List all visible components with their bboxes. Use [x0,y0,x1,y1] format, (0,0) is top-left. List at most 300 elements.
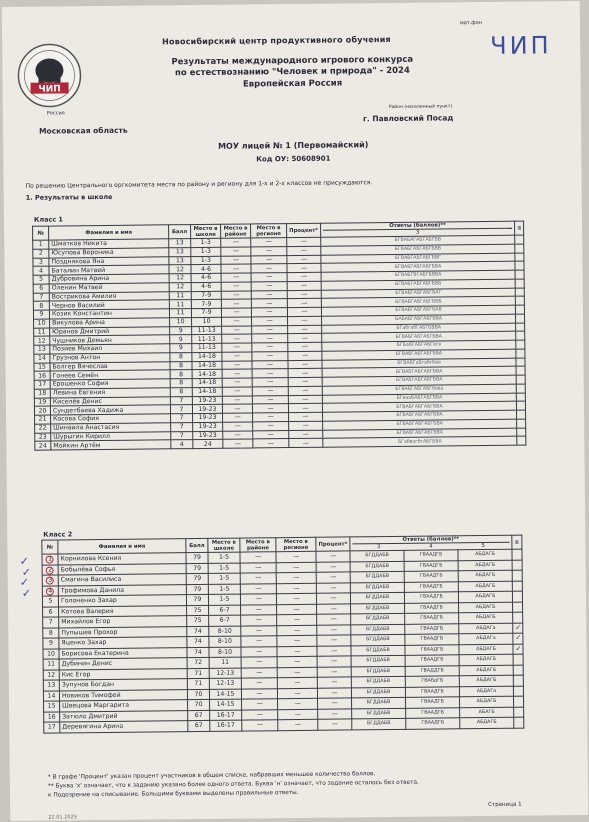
row-num: 21 [35,415,51,424]
place-school: 19-23 [192,405,222,414]
place-district: — [221,247,251,256]
place-district: — [222,404,252,413]
row-num-text: 14 [47,692,56,700]
place-district: — [223,439,253,448]
place-school: 1-5 [208,573,240,584]
percent: — [288,360,322,369]
extra-cell [516,375,525,384]
row-num: 15 [34,363,50,372]
place-district: — [241,667,277,678]
row-num [43,627,59,638]
row-num: 7 [33,293,49,302]
class-2-label: Класс 2 [43,530,73,539]
place-region: — [276,572,316,583]
student-name: Михайлов Егор [59,616,187,628]
row-num [44,711,60,722]
answers-part-4: ГВААДГБ [404,571,458,582]
answers-part-5: АБДАГа [459,686,513,697]
place-region: — [252,386,288,395]
student-name: Мойкин Артём [51,440,171,450]
margin-cell [523,685,551,696]
row-num-text: 12 [47,671,56,679]
answers-part-5: АБДАГБ [460,696,514,707]
row-num [43,690,59,701]
student-name: Юсупова Вероника [49,248,169,258]
row-num: 1 [33,240,49,249]
place-school: 14-18 [192,370,222,379]
col-score: Балл [186,538,208,552]
place-region: — [253,439,289,448]
place-district: — [240,562,276,573]
answers-part-3: БГДДАБВ [351,613,405,624]
percent: — [288,386,322,395]
percent: — [288,351,322,360]
extra-cell [513,623,523,634]
extra-cell [517,410,526,419]
student-name: Юранов Дмитрий [50,326,170,336]
place-region: — [251,238,287,247]
row-num-text: 4 [48,587,53,595]
place-school: 7-9 [191,308,221,317]
check-mark: ✓ [515,633,522,642]
place-region: — [277,604,317,615]
margin-cell [523,633,551,644]
extra-cell [515,288,524,297]
place-region: — [276,551,316,562]
row-num: 24 [35,441,51,450]
extra-cell [515,235,524,244]
percent: — [318,719,352,730]
place-school: 4-6 [191,282,221,291]
margin-cell [523,643,551,654]
row-num-text: 11 [47,660,56,668]
extra-cell [516,401,525,410]
place-region: — [276,562,316,573]
row-num: 6 [33,284,49,293]
place-school: 14-18 [192,352,222,361]
row-num [44,722,60,733]
decision-note: По решению Центрального оргкомитета места по району и региону для 1-х и 2-х классов не присуждаются. [25,179,373,190]
answers-part-5: АБДАГБ [459,675,513,686]
score: 9 [170,335,192,344]
row-num: 4 [33,266,49,275]
score: 7 [171,431,193,440]
student-name: Чернов Василий [49,300,169,310]
place-district: — [241,688,277,699]
place-school: 6-7 [209,615,241,626]
place-school: 19-23 [193,422,223,431]
col-extra: ≡ [512,535,522,549]
percent: — [316,582,350,593]
score: 67 [188,710,210,721]
extra-cell [515,314,524,323]
student-name: Новиков Тимофей [59,689,187,701]
place-school: 19-23 [193,413,223,422]
answers-part-4: ГВААДГБ [405,655,459,666]
class-1-label: Класс 1 [33,215,63,224]
place-school: 19-23 [192,396,222,405]
percent: — [288,368,322,377]
margin-cell [522,591,550,602]
row-num [42,554,58,565]
col-answers-sub-3: 3 [376,544,381,551]
title-line-2: по естествознанию "Человек и природа" - 2024 [174,65,410,79]
print-date: 22.01.2025 [48,814,77,821]
extra-cell [516,323,525,332]
pen-check-mark: ✓ [21,565,31,579]
score: 75 [187,615,209,626]
place-region: — [276,593,316,604]
row-num: 8 [33,301,49,310]
answers-part-5: АБДАГБ [458,570,512,581]
place-district: — [222,387,252,396]
circled-number-mark [46,556,54,564]
place-district: — [222,334,252,343]
answers-part-4: ГВААДГБ [404,592,458,603]
answers-part-4: ГВААДГБ [404,581,458,592]
score: 75 [187,605,209,616]
score: 7 [171,414,193,423]
page-number: Страница 1 [488,801,522,808]
percent: — [288,325,322,334]
place-district: — [223,430,253,439]
row-num: 3 [33,258,49,267]
place-school: 16-17 [210,710,242,721]
answers: БГВАБГАБГАБГБВВ [321,244,515,255]
answers-part-5: АБАГБ [460,707,514,718]
extra-cell [516,358,525,367]
row-num-text: 2 [48,566,53,574]
answers: БГВАБГАБГАБГБВА [321,261,515,272]
answers: БГВАБГАБГАБГБВА [323,410,517,421]
percent: — [316,551,350,562]
place-school: 4-6 [191,265,221,274]
percent: — [287,237,321,246]
percent: — [316,593,350,604]
answers-part-3: БГДДАБВ [351,666,405,677]
place-region: — [252,316,288,325]
circled-number-mark [46,577,54,585]
answers-part-4: ГВААДГБ [405,613,459,624]
extra-cell [516,393,525,402]
place-district: — [223,413,253,422]
answers-part-4: ГВААДГБ [406,718,460,729]
percent: — [288,395,322,404]
student-name: Смагина Василиса [58,574,186,586]
place-region: — [277,688,317,699]
extra-cell [517,419,526,428]
answers: БГВАБГАБГАБГБВБ [321,279,515,290]
score: 7 [171,422,193,431]
place-district: — [241,657,277,668]
place-district: — [241,604,277,615]
col-extra: ≡ [515,221,524,235]
student-name: Кис Егор [59,668,187,680]
student-name: Деревягина Арина [60,721,188,733]
place-school: 8-10 [209,647,241,658]
pen-check-mark: ✓ [21,586,32,600]
col-place-district: Место в районе [240,538,276,552]
percent: — [318,698,352,709]
score: 13 [169,247,191,256]
class-2-rows [42,549,552,733]
row-num [43,680,59,691]
student-name: Грузнов Антон [50,353,170,363]
section-title: 1. Результаты в школе [25,192,113,202]
student-name: Киселёв Денис [50,396,170,406]
answers-part-5: АБДАГБ [459,665,513,676]
place-district: — [241,636,277,647]
col-answers-title: Ответы (баллов)** [389,222,446,230]
circled-number-mark [46,587,54,595]
percent: — [316,561,350,572]
answers: БГВАБГаБгабгБвв [322,358,516,369]
extra-cell [512,560,522,571]
place-school: 14-15 [210,699,242,710]
extra-cell [513,654,523,665]
place-region: — [251,290,287,299]
place-region: — [253,421,289,430]
extra-cell [513,686,523,697]
place-region: — [252,360,288,369]
row-num [42,596,58,607]
place-district: — [241,678,277,689]
class-1-results-table [32,221,526,451]
place-district: — [221,282,251,291]
school-name: МОУ лицей № 1 (Первомайский) [218,140,369,151]
row-num: 23 [35,433,51,442]
answers: БАБАБГАБГАБГБВА [322,314,516,325]
extra-cell [512,581,522,592]
row-num-text: 16 [47,713,56,721]
answers: БГабгабГАБГБВВА [322,323,516,334]
answers-part-3: БГДДАБВ [350,582,404,593]
extra-cell [516,384,525,393]
student-name: Викулова Арина [50,318,170,328]
title-line-1: Результаты международного игрового конкурса [171,54,414,68]
col-place-region: Место в регионе [251,224,287,238]
score: 9 [170,344,192,353]
col-name: Фамилия и имя [58,539,186,554]
percent: — [317,624,351,635]
percent: — [289,412,323,421]
extra-cell [512,591,522,602]
student-name: Трофимова Данила [58,584,186,596]
col-percent: Процент* [287,223,321,237]
student-name: Вострикова Амилия [49,291,169,301]
extra-cell [513,675,523,686]
answers: БГВАБГАБГАБГБВА [322,366,516,377]
extra-cell [512,570,522,581]
answers-part-4: ГВАДДГБ [405,665,459,676]
score: 8 [170,370,192,379]
class-2-results-table [41,534,552,733]
score: 74 [187,636,209,647]
answers: БГВАБГАБГАБГБВА [323,419,517,430]
student-name: Шматков Никита [49,239,169,249]
margin-cell [524,706,552,717]
place-district: — [221,299,251,308]
score: 11 [169,291,191,300]
score: 10 [170,317,192,326]
col-answers-sub: 3 [323,228,512,237]
row-num-text: 7 [48,618,53,626]
answers-part-3: БГДДАБВ [350,550,404,561]
row-num [42,575,58,586]
answers-part-4: ГВААДГБ [404,550,458,561]
place-school: 10 [192,317,222,326]
row-num: 12 [34,336,50,345]
place-region: — [251,264,287,273]
place-region: — [277,635,317,646]
place-school: 11 [209,657,241,668]
margin-cell [523,675,551,686]
margin-cell [523,696,551,707]
place-region: — [278,709,318,720]
col-score: Балл [169,225,191,239]
row-num: 17 [34,380,50,389]
answers-part-3: БГДДАБВ [351,687,405,698]
extra-cell [513,644,523,655]
extra-cell [515,244,524,253]
place-region: — [253,413,289,422]
answers-part-3: БГДДАБВ [350,571,404,582]
percent: — [317,603,351,614]
answers-part-5: АБДАГа [459,633,513,644]
place-district: — [222,360,252,369]
answers-part-4: ГВААДГБ [406,707,460,718]
margin-cell [522,549,550,560]
extra-cell [515,296,524,305]
place-district: — [222,343,252,352]
percent: — [317,614,351,625]
row-num-text: 15 [47,702,56,710]
answers: БГВАБГАБГАБГбвва [322,384,516,395]
score: 79 [186,584,208,595]
margin-cell [522,570,550,581]
answers-part-3: БГДДАБВ [351,603,405,614]
margin-cell [523,601,551,612]
pen-check-mark: ✓ [19,575,30,589]
row-num [43,648,59,659]
row-num [43,606,59,617]
score: 8 [170,361,192,370]
place-district: — [221,255,251,264]
place-district: — [222,317,252,326]
extra-cell [516,366,525,375]
score: 8 [170,352,192,361]
score: 71 [187,678,209,689]
extra-cell [513,612,523,623]
place-region: — [252,378,288,387]
row-num-text: 8 [48,629,53,637]
extra-cell [515,305,524,314]
student-name: Позднякова Яна [49,256,169,266]
percent: — [287,298,321,307]
col-answers-sub-4: 4 [429,543,433,550]
percent: — [289,438,323,447]
place-region: — [252,404,288,413]
place-school: 1-3 [191,256,221,265]
place-district: — [242,699,278,710]
score: 8 [170,387,192,396]
score: 8 [170,379,192,388]
answers-part-5: АБДАГБ [460,717,514,728]
answers: БГВАБГАБГАБГБВГ [321,253,515,264]
handwritten-note: ЧИП [490,31,552,60]
score: 12 [169,274,191,283]
results-sheet [2,1,588,821]
place-district: — [222,352,252,361]
place-district: — [221,264,251,273]
student-name: Позиев Михаил [50,344,170,354]
answers: БГВАБГАБГАБГБВА [322,401,516,412]
student-name: Яценко Захар [59,637,187,649]
place-region: — [251,299,287,308]
place-region: — [277,667,317,678]
region-name: Московская область [39,125,128,136]
percent: — [317,666,351,677]
margin-cell [522,559,550,570]
answers-part-3: БГДДАБВ [351,676,405,687]
footnote-3: к Подозрение на списывание. Большими буквами выделены правильные ответы. [47,789,299,799]
place-school: 14-15 [209,689,241,700]
place-region: — [277,625,317,636]
answers: БГВАБГАБГАБГБВБ [321,296,515,307]
percent: — [288,316,322,325]
percent: — [317,635,351,646]
score: 11 [169,309,191,318]
percent: — [289,421,323,430]
place-school: 24 [193,440,223,449]
col-num: № [33,226,49,240]
col-percent: Процент* [316,537,350,551]
place-school: 7-9 [191,291,221,300]
answers-part-3: БГДДАБВ [351,634,405,645]
place-region: — [251,281,287,290]
place-region: — [277,656,317,667]
answers-part-5: АБДАГБ [459,612,513,623]
score: 11 [169,300,191,309]
circled-number-mark [46,566,54,574]
extra-cell [517,436,526,445]
score: 12 [169,265,191,274]
row-num-text: 3 [48,576,53,584]
place-region: — [277,614,317,625]
extra-cell [512,549,522,560]
place-region: — [252,343,288,352]
row-num-text: 17 [47,723,56,731]
col-place-school: Место в школе [191,224,221,238]
organizer-name: Новосибирский центр продуктивного обучения [162,34,391,47]
row-num-text: 13 [47,681,56,689]
col-answers-sub-5: 5 [481,543,485,550]
extra-cell [515,279,524,288]
extra-cell [513,602,523,613]
percent: — [288,333,322,342]
answers-part-3: БГДДАБВ [352,697,406,708]
score: 13 [169,256,191,265]
col-place-district: Место в районе [221,224,251,238]
row-num-text: 1 [48,555,53,563]
student-name: Котова Валерия [59,605,187,617]
logo-text: ЧИП [38,84,61,95]
place-region: — [276,583,316,594]
margin-cell [523,664,551,675]
row-num: 11 [34,328,50,337]
place-region: — [277,646,317,657]
place-school: 11-13 [192,326,222,335]
